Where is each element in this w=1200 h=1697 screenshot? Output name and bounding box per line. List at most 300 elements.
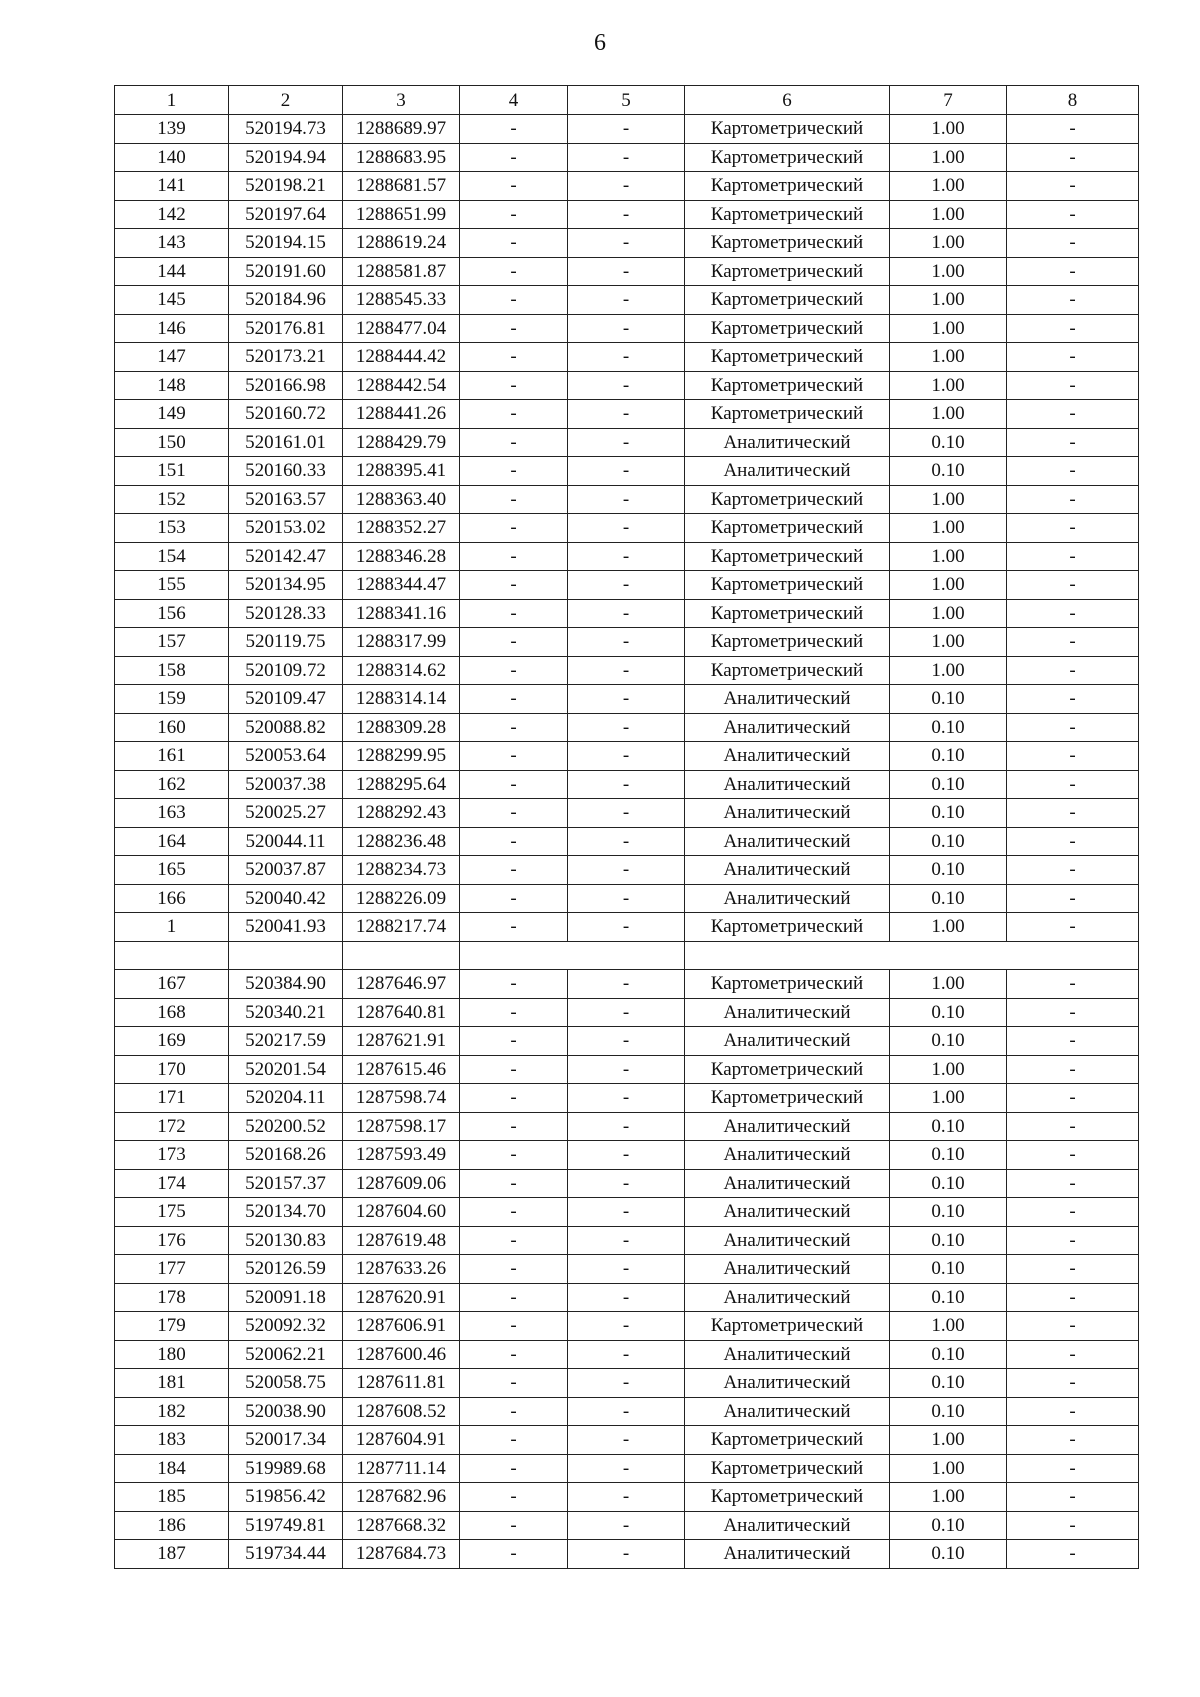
cell-method: Картометрический — [685, 1454, 890, 1483]
cell-col-5: - — [568, 229, 685, 258]
cell-col-8: - — [1007, 314, 1139, 343]
cell-y-coordinate: 1287620.91 — [343, 1283, 460, 1312]
cell-point-number: 165 — [115, 856, 229, 885]
cell-col-8: - — [1007, 542, 1139, 571]
table-body — [115, 86, 1139, 1569]
cell-accuracy: 0.10 — [890, 799, 1007, 828]
cell-point-number: 152 — [115, 485, 229, 514]
cell-col-5: - — [568, 742, 685, 771]
cell-col-8: - — [1007, 1540, 1139, 1569]
cell-x-coordinate: 520119.75 — [229, 628, 343, 657]
cell-point-number: 173 — [115, 1141, 229, 1170]
cell-point-number: 180 — [115, 1340, 229, 1369]
cell-accuracy: 1.00 — [890, 970, 1007, 999]
cell-accuracy: 1.00 — [890, 172, 1007, 201]
cell-accuracy: 1.00 — [890, 343, 1007, 372]
cell-accuracy: 0.10 — [890, 770, 1007, 799]
cell-y-coordinate: 1288309.28 — [343, 713, 460, 742]
cell-x-coordinate: 520198.21 — [229, 172, 343, 201]
cell-accuracy: 1.00 — [890, 229, 1007, 258]
cell-col-8: - — [1007, 1226, 1139, 1255]
cell-y-coordinate: 1287608.52 — [343, 1397, 460, 1426]
cell-col-5: - — [568, 799, 685, 828]
cell-x-coordinate: 520037.87 — [229, 856, 343, 885]
cell-method: Картометрический — [685, 257, 890, 286]
cell-col-4: - — [460, 172, 568, 201]
table-row — [115, 286, 1139, 315]
cell-y-coordinate: 1288477.04 — [343, 314, 460, 343]
cell-col-4: - — [460, 428, 568, 457]
cell-col-5: - — [568, 827, 685, 856]
cell-y-coordinate: 1288681.57 — [343, 172, 460, 201]
cell-point-number: 171 — [115, 1084, 229, 1113]
cell-point-number: 178 — [115, 1283, 229, 1312]
cell-x-coordinate: 520053.64 — [229, 742, 343, 771]
cell-point-number: 148 — [115, 371, 229, 400]
cell-x-coordinate: 520130.83 — [229, 1226, 343, 1255]
cell-x-coordinate: 520058.75 — [229, 1369, 343, 1398]
cell-col-5: - — [568, 1055, 685, 1084]
table-row — [115, 257, 1139, 286]
cell-accuracy: 0.10 — [890, 998, 1007, 1027]
cell-method: Картометрический — [685, 656, 890, 685]
cell-method: Аналитический — [685, 799, 890, 828]
cell-x-coordinate: 520017.34 — [229, 1426, 343, 1455]
cell-accuracy: 1.00 — [890, 371, 1007, 400]
cell-col-4: - — [460, 628, 568, 657]
cell-col-5: - — [568, 1483, 685, 1512]
cell-x-coordinate: 520166.98 — [229, 371, 343, 400]
cell-x-coordinate: 520200.52 — [229, 1112, 343, 1141]
cell-col-5: - — [568, 514, 685, 543]
cell-y-coordinate: 1288314.14 — [343, 685, 460, 714]
cell-point-number: 185 — [115, 1483, 229, 1512]
cell-y-coordinate: 1288346.28 — [343, 542, 460, 571]
cell-y-coordinate: 1287668.32 — [343, 1511, 460, 1540]
cell-col-4: - — [460, 1312, 568, 1341]
cell-y-coordinate: 1288444.42 — [343, 343, 460, 372]
cell-method: 6 — [685, 86, 890, 115]
cell-col-8: - — [1007, 1454, 1139, 1483]
cell-col-5: - — [568, 172, 685, 201]
cell-col-4: - — [460, 799, 568, 828]
cell-col-4: - — [460, 713, 568, 742]
cell-method: Картометрический — [685, 400, 890, 429]
cell-col-4: - — [460, 1426, 568, 1455]
cell-x-coordinate: 519856.42 — [229, 1483, 343, 1512]
cell-point-number: 179 — [115, 1312, 229, 1341]
cell-col-8: - — [1007, 457, 1139, 486]
cell-col-4: - — [460, 257, 568, 286]
cell-col-8: - — [1007, 1055, 1139, 1084]
cell-point-number: 169 — [115, 1027, 229, 1056]
cell-x-coordinate: 520184.96 — [229, 286, 343, 315]
header-row — [115, 86, 1139, 115]
cell-col-4: 4 — [460, 86, 568, 115]
cell-col-4: - — [460, 343, 568, 372]
cell-y-coordinate: 1288581.87 — [343, 257, 460, 286]
cell-y-coordinate: 1288441.26 — [343, 400, 460, 429]
cell-accuracy: 0.10 — [890, 713, 1007, 742]
cell-col-8: - — [1007, 1112, 1139, 1141]
cell-col-4: - — [460, 742, 568, 771]
cell-col-8: - — [1007, 1255, 1139, 1284]
cell-col-8: - — [1007, 1397, 1139, 1426]
cell-col-8: - — [1007, 827, 1139, 856]
cell-col-4: - — [460, 656, 568, 685]
table-row — [115, 599, 1139, 628]
table-row — [115, 542, 1139, 571]
cell-point-number: 160 — [115, 713, 229, 742]
cell-col-5: - — [568, 599, 685, 628]
cell-accuracy: 1.00 — [890, 485, 1007, 514]
cell-x-coordinate: 520134.95 — [229, 571, 343, 600]
cell-y-coordinate: 1288317.99 — [343, 628, 460, 657]
cell-col-8: - — [1007, 200, 1139, 229]
table-row — [115, 998, 1139, 1027]
cell-x-coordinate: 520194.15 — [229, 229, 343, 258]
cell-method: Аналитический — [685, 742, 890, 771]
cell-accuracy: 0.10 — [890, 1226, 1007, 1255]
cell-y-coordinate: 1287598.74 — [343, 1084, 460, 1113]
cell-y-coordinate: 1287684.73 — [343, 1540, 460, 1569]
table-row — [115, 1540, 1139, 1569]
cell-col-5: - — [568, 1084, 685, 1113]
cell-x-coordinate: 520384.90 — [229, 970, 343, 999]
cell-y-coordinate: 1288344.47 — [343, 571, 460, 600]
cell-col-8: - — [1007, 685, 1139, 714]
cell-x-coordinate: 520134.70 — [229, 1198, 343, 1227]
cell-col-4: - — [460, 400, 568, 429]
cell-y-coordinate: 1287598.17 — [343, 1112, 460, 1141]
cell-accuracy: 0.10 — [890, 1112, 1007, 1141]
cell-col-5: - — [568, 143, 685, 172]
cell-col-8: - — [1007, 485, 1139, 514]
table-row — [115, 314, 1139, 343]
table-row — [115, 685, 1139, 714]
cell-y-coordinate: 1287593.49 — [343, 1141, 460, 1170]
cell-x-coordinate: 520217.59 — [229, 1027, 343, 1056]
cell-method: Картометрический — [685, 1483, 890, 1512]
cell-col-5: - — [568, 286, 685, 315]
cell-accuracy: 0.10 — [890, 1141, 1007, 1170]
cell-y-coordinate: 1288683.95 — [343, 143, 460, 172]
cell-col-5: - — [568, 1283, 685, 1312]
cell-x-coordinate: 520161.01 — [229, 428, 343, 457]
cell-point-number: 174 — [115, 1169, 229, 1198]
cell-accuracy: 0.10 — [890, 1340, 1007, 1369]
cell-x-coordinate: 520142.47 — [229, 542, 343, 571]
cell-method: Аналитический — [685, 1027, 890, 1056]
cell-method: Аналитический — [685, 1226, 890, 1255]
cell-y-coordinate: 1288395.41 — [343, 457, 460, 486]
table-row — [115, 457, 1139, 486]
cell-accuracy: 0.10 — [890, 856, 1007, 885]
cell-accuracy: 0.10 — [890, 1511, 1007, 1540]
cell-x-coordinate: 519734.44 — [229, 1540, 343, 1569]
cell-y-coordinate — [343, 941, 460, 970]
cell-point-number: 170 — [115, 1055, 229, 1084]
cell-col-4: - — [460, 1084, 568, 1113]
cell-method: Аналитический — [685, 1169, 890, 1198]
cell-x-coordinate: 520194.94 — [229, 143, 343, 172]
cell-col-5: - — [568, 571, 685, 600]
table-row — [115, 200, 1139, 229]
cell-col-8: - — [1007, 628, 1139, 657]
cell-method: Аналитический — [685, 685, 890, 714]
cell-col-8: - — [1007, 1027, 1139, 1056]
cell-accuracy: 7 — [890, 86, 1007, 115]
cell-method: Картометрический — [685, 514, 890, 543]
cell-y-coordinate: 1288234.73 — [343, 856, 460, 885]
cell-method: Картометрический — [685, 1055, 890, 1084]
cell-point-number: 187 — [115, 1540, 229, 1569]
cell-x-coordinate: 520038.90 — [229, 1397, 343, 1426]
cell-x-coordinate: 519989.68 — [229, 1454, 343, 1483]
table-row — [115, 1084, 1139, 1113]
cell-method: Аналитический — [685, 428, 890, 457]
cell-x-coordinate: 520044.11 — [229, 827, 343, 856]
cell-y-coordinate: 1287646.97 — [343, 970, 460, 999]
cell-col-8: - — [1007, 1283, 1139, 1312]
cell-col-4: - — [460, 371, 568, 400]
cell-x-coordinate: 520160.33 — [229, 457, 343, 486]
cell-point-number: 157 — [115, 628, 229, 657]
cell-method: Картометрический — [685, 314, 890, 343]
table-row — [115, 656, 1139, 685]
table-row — [115, 742, 1139, 771]
cell-col-5: - — [568, 1540, 685, 1569]
cell-method: Картометрический — [685, 571, 890, 600]
cell-y-coordinate: 1287633.26 — [343, 1255, 460, 1284]
cell-point-number: 163 — [115, 799, 229, 828]
cell-col-8: - — [1007, 1312, 1139, 1341]
cell-y-coordinate: 1287711.14 — [343, 1454, 460, 1483]
table-row — [115, 514, 1139, 543]
cell-method: Аналитический — [685, 1141, 890, 1170]
cell-col-4: - — [460, 1483, 568, 1512]
cell-x-coordinate: 520157.37 — [229, 1169, 343, 1198]
cell-x-coordinate: 520091.18 — [229, 1283, 343, 1312]
cell-x-coordinate: 520160.72 — [229, 400, 343, 429]
table-row — [115, 1055, 1139, 1084]
cell-col-8: 8 — [1007, 86, 1139, 115]
cell-col-4: - — [460, 514, 568, 543]
cell-col-5: - — [568, 200, 685, 229]
cell-method: Аналитический — [685, 1397, 890, 1426]
cell-col-8: - — [1007, 970, 1139, 999]
table-row — [115, 485, 1139, 514]
cell-col-5: - — [568, 1454, 685, 1483]
cell-accuracy: 1.00 — [890, 314, 1007, 343]
cell-y-coordinate: 1287615.46 — [343, 1055, 460, 1084]
cell-col-4: - — [460, 1027, 568, 1056]
table-row — [115, 115, 1139, 144]
cell-point-number: 154 — [115, 542, 229, 571]
cell-col-4: - — [460, 599, 568, 628]
cell-x-coordinate: 520173.21 — [229, 343, 343, 372]
cell-col-5: - — [568, 1169, 685, 1198]
cell-col-4: - — [460, 1141, 568, 1170]
cell-point-number: 147 — [115, 343, 229, 372]
cell-merged-6-8 — [685, 941, 1139, 970]
cell-accuracy: 0.10 — [890, 685, 1007, 714]
cell-point-number: 156 — [115, 599, 229, 628]
cell-x-coordinate: 520025.27 — [229, 799, 343, 828]
cell-point-number: 186 — [115, 1511, 229, 1540]
cell-point-number: 161 — [115, 742, 229, 771]
cell-accuracy: 0.10 — [890, 428, 1007, 457]
cell-col-8: - — [1007, 884, 1139, 913]
cell-col-8: - — [1007, 571, 1139, 600]
cell-point-number: 151 — [115, 457, 229, 486]
cell-col-4: - — [460, 884, 568, 913]
cell-x-coordinate: 520197.64 — [229, 200, 343, 229]
cell-accuracy: 0.10 — [890, 1255, 1007, 1284]
cell-col-5: - — [568, 115, 685, 144]
table-row — [115, 1397, 1139, 1426]
cell-col-4: - — [460, 229, 568, 258]
cell-col-8: - — [1007, 998, 1139, 1027]
cell-accuracy: 1.00 — [890, 542, 1007, 571]
cell-point-number: 142 — [115, 200, 229, 229]
cell-method: Картометрический — [685, 371, 890, 400]
cell-accuracy: 1.00 — [890, 514, 1007, 543]
cell-y-coordinate: 1287619.48 — [343, 1226, 460, 1255]
table-row — [115, 400, 1139, 429]
cell-col-5: - — [568, 428, 685, 457]
cell-y-coordinate: 3 — [343, 86, 460, 115]
cell-col-5: - — [568, 371, 685, 400]
table-row — [115, 827, 1139, 856]
cell-accuracy: 0.10 — [890, 1169, 1007, 1198]
table-row — [115, 1312, 1139, 1341]
cell-method: Аналитический — [685, 713, 890, 742]
cell-method: Аналитический — [685, 1369, 890, 1398]
cell-col-4: - — [460, 998, 568, 1027]
cell-accuracy: 1.00 — [890, 115, 1007, 144]
cell-y-coordinate: 1288314.62 — [343, 656, 460, 685]
table-row — [115, 1169, 1139, 1198]
cell-col-4: - — [460, 1169, 568, 1198]
cell-col-5: - — [568, 1511, 685, 1540]
cell-x-coordinate: 520191.60 — [229, 257, 343, 286]
cell-accuracy: 1.00 — [890, 200, 1007, 229]
cell-y-coordinate: 1288295.64 — [343, 770, 460, 799]
cell-col-8: - — [1007, 1141, 1139, 1170]
cell-point-number: 146 — [115, 314, 229, 343]
cell-x-coordinate: 520163.57 — [229, 485, 343, 514]
cell-accuracy: 1.00 — [890, 400, 1007, 429]
cell-y-coordinate: 1288352.27 — [343, 514, 460, 543]
cell-method: Аналитический — [685, 1283, 890, 1312]
cell-y-coordinate: 1288442.54 — [343, 371, 460, 400]
cell-col-5: - — [568, 685, 685, 714]
cell-accuracy: 0.10 — [890, 1027, 1007, 1056]
table-row — [115, 770, 1139, 799]
cell-point-number: 162 — [115, 770, 229, 799]
cell-col-5: - — [568, 1312, 685, 1341]
cell-col-8: - — [1007, 656, 1139, 685]
cell-accuracy: 0.10 — [890, 1397, 1007, 1426]
cell-col-8: - — [1007, 913, 1139, 942]
cell-y-coordinate: 1287611.81 — [343, 1369, 460, 1398]
table-row — [115, 1226, 1139, 1255]
cell-x-coordinate: 520176.81 — [229, 314, 343, 343]
cell-col-4: - — [460, 913, 568, 942]
cell-col-5: - — [568, 856, 685, 885]
table-row — [115, 172, 1139, 201]
cell-col-4: - — [460, 1198, 568, 1227]
cell-col-5: - — [568, 970, 685, 999]
cell-method: Аналитический — [685, 1255, 890, 1284]
cell-point-number: 158 — [115, 656, 229, 685]
cell-col-5: - — [568, 542, 685, 571]
cell-y-coordinate: 1288299.95 — [343, 742, 460, 771]
cell-accuracy: 0.10 — [890, 1369, 1007, 1398]
table-row — [115, 143, 1139, 172]
cell-y-coordinate: 1288651.99 — [343, 200, 460, 229]
cell-accuracy: 1.00 — [890, 913, 1007, 942]
cell-accuracy: 0.10 — [890, 1283, 1007, 1312]
cell-col-4: - — [460, 542, 568, 571]
cell-col-8: - — [1007, 1426, 1139, 1455]
cell-y-coordinate: 1288226.09 — [343, 884, 460, 913]
cell-merged-4-5 — [460, 941, 685, 970]
cell-point-number: 177 — [115, 1255, 229, 1284]
cell-col-4: - — [460, 1283, 568, 1312]
cell-point-number: 139 — [115, 115, 229, 144]
cell-col-4: - — [460, 1540, 568, 1569]
cell-x-coordinate: 520037.38 — [229, 770, 343, 799]
cell-accuracy: 1.00 — [890, 286, 1007, 315]
cell-accuracy: 1.00 — [890, 257, 1007, 286]
cell-col-4: - — [460, 1255, 568, 1284]
cell-col-4: - — [460, 115, 568, 144]
table-row — [115, 1454, 1139, 1483]
table-row — [115, 1483, 1139, 1512]
table-row — [115, 628, 1139, 657]
cell-col-5: - — [568, 457, 685, 486]
cell-x-coordinate: 520340.21 — [229, 998, 343, 1027]
cell-col-5: - — [568, 884, 685, 913]
table-row — [115, 713, 1139, 742]
table-row — [115, 884, 1139, 913]
cell-col-4: - — [460, 770, 568, 799]
cell-col-5: 5 — [568, 86, 685, 115]
cell-point-number: 153 — [115, 514, 229, 543]
cell-col-4: - — [460, 1226, 568, 1255]
table-row — [115, 371, 1139, 400]
cell-col-8: - — [1007, 343, 1139, 372]
cell-col-4: - — [460, 1369, 568, 1398]
cell-method: Картометрический — [685, 542, 890, 571]
cell-col-8: - — [1007, 1340, 1139, 1369]
cell-accuracy: 1.00 — [890, 1483, 1007, 1512]
cell-point-number: 150 — [115, 428, 229, 457]
cell-col-4: - — [460, 1454, 568, 1483]
cell-method: Аналитический — [685, 998, 890, 1027]
cell-col-8: - — [1007, 1483, 1139, 1512]
cell-col-4: - — [460, 1511, 568, 1540]
cell-x-coordinate — [229, 941, 343, 970]
cell-col-8: - — [1007, 770, 1139, 799]
cell-method: Картометрический — [685, 628, 890, 657]
cell-col-4: - — [460, 856, 568, 885]
table-row — [115, 1340, 1139, 1369]
cell-x-coordinate: 520126.59 — [229, 1255, 343, 1284]
cell-y-coordinate: 1288429.79 — [343, 428, 460, 457]
